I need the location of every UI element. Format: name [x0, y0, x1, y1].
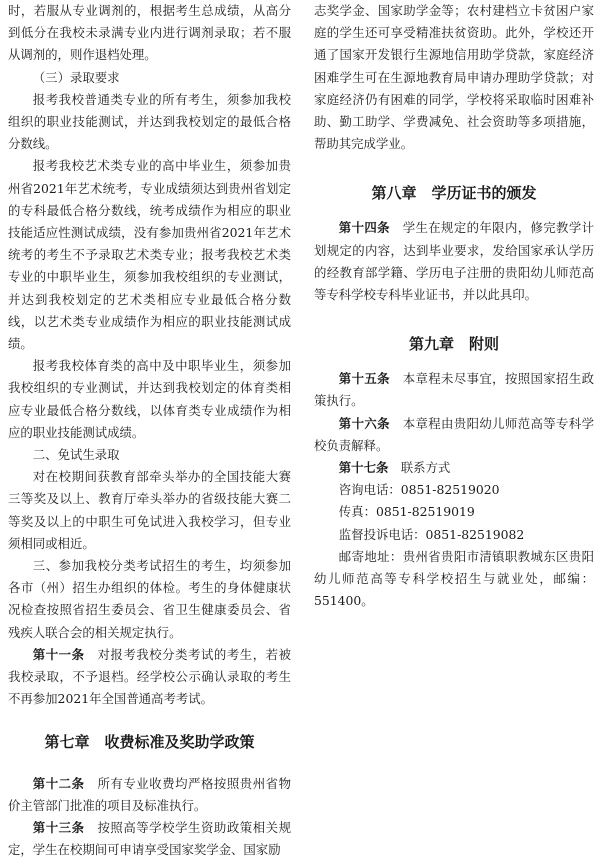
article-11 [8, 644, 291, 711]
article-15 [314, 368, 594, 412]
chapter-8-title: 第八章 学历证书的颁发 [371, 184, 537, 203]
fax-number: 传真：0851-82519019 [338, 504, 475, 520]
article-14-label: 第十四条 [338, 220, 390, 236]
article-13 [8, 817, 291, 861]
chapter-7-title: 第七章 收费标准及奖助学政策 [44, 732, 255, 751]
mailing-address: 邮寄地址：贵州省贵阳市清镇职教城东区贵阳幼儿师范高等专科学校招生与就业处，邮编：551400。 [314, 548, 594, 609]
article-15-label: 第十五条 [338, 371, 390, 387]
article-17-label: 第十七条 [338, 460, 389, 476]
article-11-label: 第十一条 [32, 646, 85, 662]
article-17-text: 联系方式 [400, 460, 451, 476]
pe-major-paragraph: 报考我校体育类的高中及中职毕业生，须参加我校组织的专业测试，并达到我校划定的体育类相应专业最低合格分数线，以体育类专业成绩作为相应的职业技能测试成绩。 [8, 358, 291, 440]
article-12 [8, 773, 291, 817]
admission-adjustment-paragraph: 时，若服从专业调剂的，根据考生总成绩，从高分到低分在我校未录满专业内进行调剂录取；若不服从调剂的，则作退档处理。 [8, 3, 291, 63]
physical-exam-paragraph: 三、参加我校分类考试招生的考生，均须参加各市（州）招生办组织的体检。考生的身体健康状况检查按照省招生委员会、省卫生健康委员会、省残疾人联合会的相关规定执行。 [8, 558, 291, 640]
article-16-text: 本章程由贵阳幼儿师范高等专科学校负责解释。 [314, 415, 595, 453]
general-major-paragraph: 报考我校普通类专业的所有考生，须参加我校组织的职业技能测试，并达到我校划定的最低合格分数线。 [8, 91, 291, 152]
article-12-text: 所有专业收费均严格按照贵州省物价主管部门批准的项目及标准执行。 [8, 775, 291, 813]
exempt-admission-heading: 二、免试生录取 [32, 447, 120, 463]
article-14 [314, 217, 594, 306]
article-17 [314, 457, 594, 479]
article-16 [314, 413, 594, 457]
article-11-text: 对报考我校分类考试的考生，若被我校录取，不予退档。经学校公示确认录取的考生不再参加2021年全国普通高考考试。 [8, 646, 291, 707]
admission-requirements-heading: （三）录取要求 [32, 69, 120, 85]
chapter-9-title: 第九章 附则 [408, 335, 499, 354]
article-13-text: 按照高等学校学生资助政策相关规定，学生在校期间可申请享受国家奖学金、国家励 [8, 819, 291, 858]
article-12-label: 第十二条 [32, 775, 85, 791]
right-column [314, 0, 594, 612]
exempt-admission-paragraph: 对在校期间获教育部牵头举办的全国技能大赛三等奖及以上、教育厅牵头举办的省级技能大赛二等奖及以上的中职生可免试进入我校学习，但专业须相同或相近。 [8, 469, 291, 551]
art-major-paragraph: 报考我校艺术类专业的高中毕业生，须参加贵州省2021年艺术统考，专业成绩须达到贵州省划定的专科最低合格分数线，统考成绩作为相应的职业技能适应性测试成绩，没有参加贵州省2021年艺术统考的考生不予录取艺术类专业；报考我校艺术类专业的中职毕业生，须参加我校组织的专业测试，并达到我校划定的艺术类相应专业最低合格分数线，以艺术类专业成绩作为相应的职业技能测试成绩。 [8, 158, 291, 352]
article-14-text: 学生在规定的年限内，修完教学计划规定的内容，达到毕业要求，发给国家承认学历的经教育部学籍、学历电子注册的贵阳幼儿师范高等专科学校专科毕业证书，并以此具印。 [314, 220, 595, 303]
complaint-phone: 监督投诉电话：0851-82519082 [338, 526, 525, 542]
left-column [8, 0, 291, 861]
article-13-label: 第十三条 [32, 819, 85, 835]
article-16-label: 第十六条 [338, 415, 390, 431]
consult-phone: 咨询电话：0851-82519020 [338, 482, 500, 498]
article-15-text: 本章程未尽事宜，按照国家招生政策执行。 [314, 371, 595, 409]
financial-aid-paragraph: 志奖学金、国家助学金等；农村建档立卡贫困户家庭的学生还可享受精准扶贫资助。此外，学校还开通了国家开发银行生源地信用助学贷款，家庭经济困难学生可在生源地教育局申请办理助学贷款；对家庭经济仍有困难的同学，学校将采取临时困难补助、勤工助学、学费减免、社会资助等多项措施，帮助其完成学业。 [314, 3, 594, 152]
